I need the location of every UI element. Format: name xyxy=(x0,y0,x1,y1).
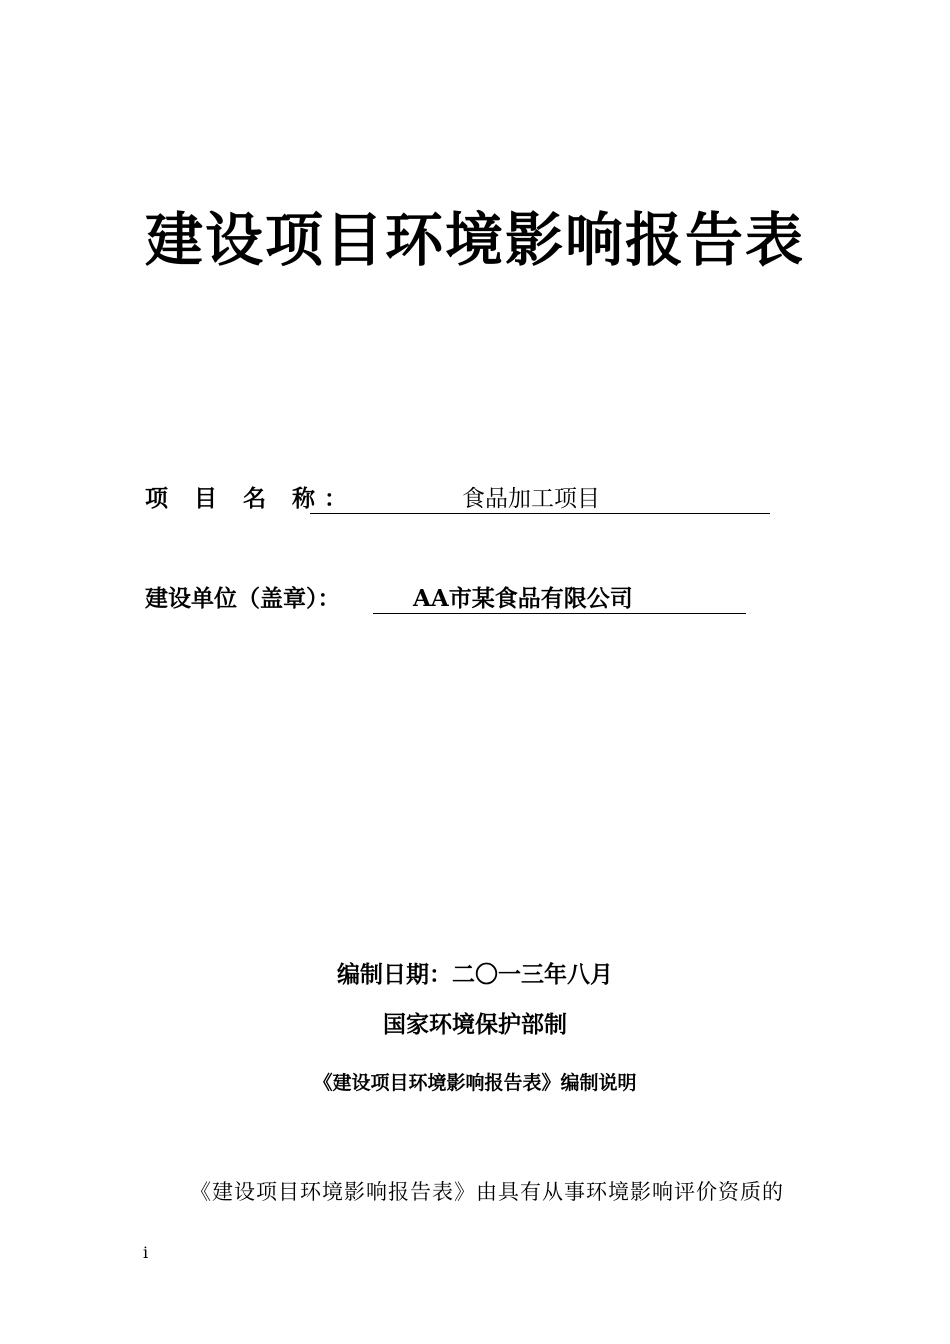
explanation-paragraph: 《建设项目环境影响报告表》由具有从事环境影响评价资质的 xyxy=(190,1180,784,1204)
project-name-label: 项 目 名 称： xyxy=(145,485,357,512)
report-title: 建设项目环境影响报告表 xyxy=(144,206,805,274)
builder-row xyxy=(145,584,746,614)
issuer: 国家环境保护部制 xyxy=(383,1011,567,1038)
project-name-value: 食品加工项目 xyxy=(310,484,770,514)
page-number: i xyxy=(143,1243,149,1262)
builder-value: AA市某食品有限公司 xyxy=(373,584,746,614)
explanation-title: 《建设项目环境影响报告表》编制说明 xyxy=(313,1072,637,1094)
builder-label: 建设单位（盖章）： xyxy=(145,585,341,612)
compile-date: 编制日期：二〇一三年八月 xyxy=(337,961,613,988)
project-name-row xyxy=(145,484,770,514)
